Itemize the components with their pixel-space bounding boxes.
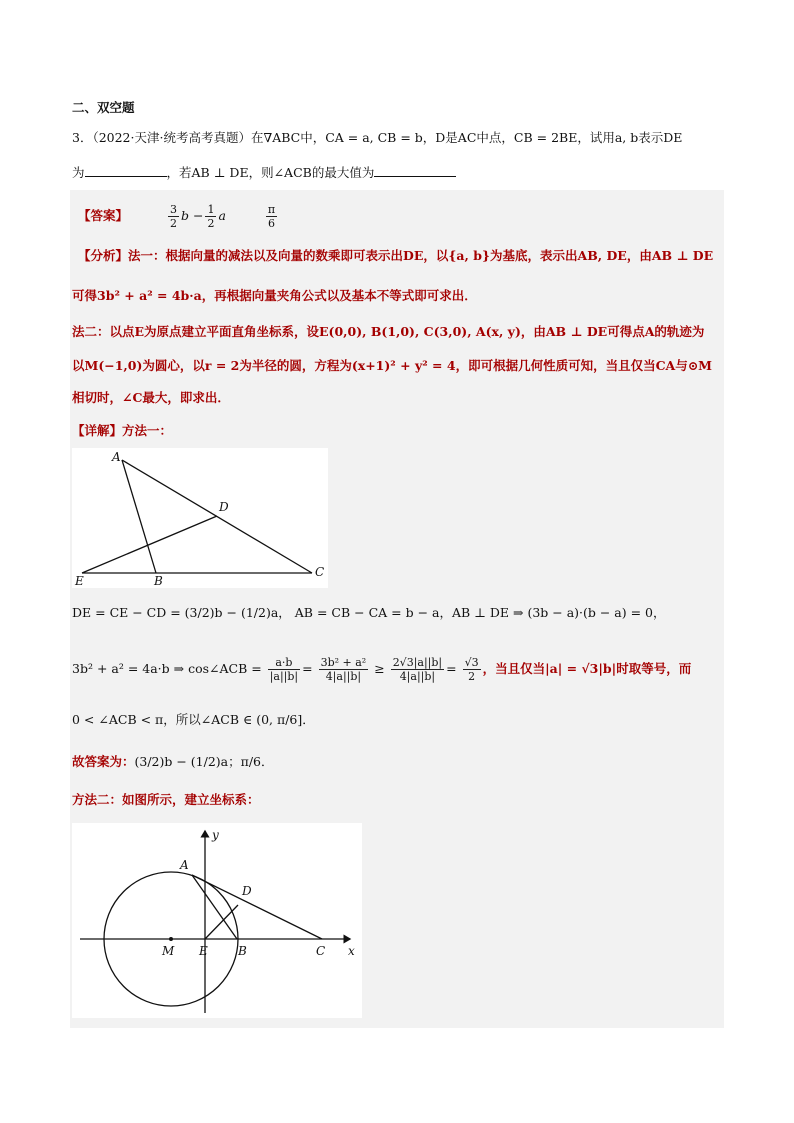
answer-frac-1: $\frac{3}{2}$	[169, 203, 177, 230]
eq2-left: 3b² + a² = 4a·b ⇒ cos∠ACB =	[72, 661, 262, 676]
final-answer-text: (3/2)b − (1/2)a；π/6．	[134, 754, 274, 769]
circle-figure	[72, 823, 362, 1018]
question-line-1	[72, 130, 682, 146]
label-M: M	[162, 944, 175, 958]
eq2-frac-3: $\frac{2√3|a||b|}{4|a||b|}$	[392, 656, 443, 683]
label-x: x	[348, 944, 355, 958]
eq2-frac-2: $\frac{\text{3b² + a²}}{4|a||b|}$	[320, 656, 367, 683]
eq-line-2: 3b² + a² = 4a·b ⇒ cos∠ACB = $\frac{a\cdot b}{|a||b|}$ = $\frac{\text{3b² + a²}}{4|a||b|}$ ≥ $\frac{2√3|a||b|}{4|a||b|}$ = $\frac{√3}{2}$ ，当且仅当|a| = √3|b|时取等号，而	[72, 656, 692, 683]
analysis-line-2: 可得3b² + a² = 4b·a，再根据向量夹角公式以及基本不等式即可求出．	[72, 288, 477, 303]
final-answer-line	[72, 754, 274, 770]
label-B: B	[154, 574, 163, 588]
section-title: 二、双空题	[72, 100, 135, 115]
question-stem-b: 为	[72, 165, 85, 180]
label-A2: A	[180, 858, 189, 872]
detail-label: 【详解】	[72, 423, 123, 438]
eq2-condition: ，当且仅当|a| = √3|b|时取等号，而	[482, 661, 692, 676]
method-2-line: 方法二：如图所示，建立坐标系：	[72, 792, 260, 807]
answer-blank-1[interactable]	[85, 164, 167, 177]
question-source: （2022·天津·统考高考真题）	[92, 130, 251, 145]
detail-method-1: 方法一：	[122, 423, 173, 438]
answer-blank-2[interactable]	[374, 164, 456, 177]
analysis-label: 【分析】	[78, 248, 129, 263]
label-C2: C	[316, 944, 326, 958]
label-E: E	[75, 574, 84, 588]
line-AC	[192, 875, 322, 939]
eq2-frac-1: $\frac{a\cdot b}{|a||b|}$	[269, 656, 299, 683]
answer-row	[78, 203, 279, 230]
eq2-frac-4: $\frac{√3}{2}$	[464, 656, 479, 683]
eq2-ge: ≥	[374, 661, 385, 676]
center-M-dot	[169, 937, 173, 941]
label-C: C	[315, 565, 325, 579]
analysis-line-1	[78, 248, 713, 264]
label-y: y	[212, 828, 219, 842]
label-B2: B	[238, 944, 247, 958]
answer-a: a	[218, 208, 226, 223]
question-number: 3．	[72, 130, 93, 145]
analysis-line-5: 相切时，∠C最大，即求出．	[72, 390, 230, 405]
detail-line	[72, 423, 172, 439]
answer-b: b −	[180, 208, 204, 223]
question-stem: 在∇ABC中，CA = a, CB = b，D是AC中点，CB = 2BE，试用a, b表示DE	[250, 130, 683, 145]
analysis-line-3: 法二：以点E为原点建立平面直角坐标系，设E(0,0), B(1,0), C(3,0), A(x, y)，由AB ⊥ DE可得点A的轨迹为	[72, 324, 705, 339]
analysis-line-4: 以M(−1,0)为圆心，以r = 2为半径的圆，方程为(x+1)² + y² = 4，即可根据几何性质可知，当且仅当CA与⊙M	[72, 358, 713, 373]
eq-line-1: DE = CE − CD = (3/2)b − (1/2)a， AB = CB − CA = b − a，AB ⊥ DE ⇒ (3b − a)·(b − a) = 0，	[72, 605, 666, 620]
line-ED	[82, 516, 217, 573]
label-D: D	[219, 500, 229, 514]
label-A: A	[112, 450, 121, 464]
triangle-figure	[72, 448, 328, 588]
label-D2: D	[242, 884, 252, 898]
answer-frac-3: $\frac{\pi}{6}$	[267, 203, 276, 230]
eq-line-3: 0 < ∠ACB < π，所以∠ACB ∈ (0, π/6]．	[72, 712, 315, 727]
final-answer-label: 故答案为：	[72, 754, 135, 769]
answer-label: 【答案】	[78, 208, 129, 223]
label-E2: E	[199, 944, 208, 958]
answer-frac-2: $\frac{1}{2}$	[207, 203, 215, 230]
question-stem-c: ，若AB ⊥ DE，则∠ACB的最大值为	[166, 165, 375, 180]
analysis-text-1: 法一：根据向量的减法以及向量的数乘即可表示出DE，以{a, b}为基底，表示出AB, DE，由AB ⊥ DE	[128, 248, 714, 263]
question-line-2	[72, 164, 456, 181]
